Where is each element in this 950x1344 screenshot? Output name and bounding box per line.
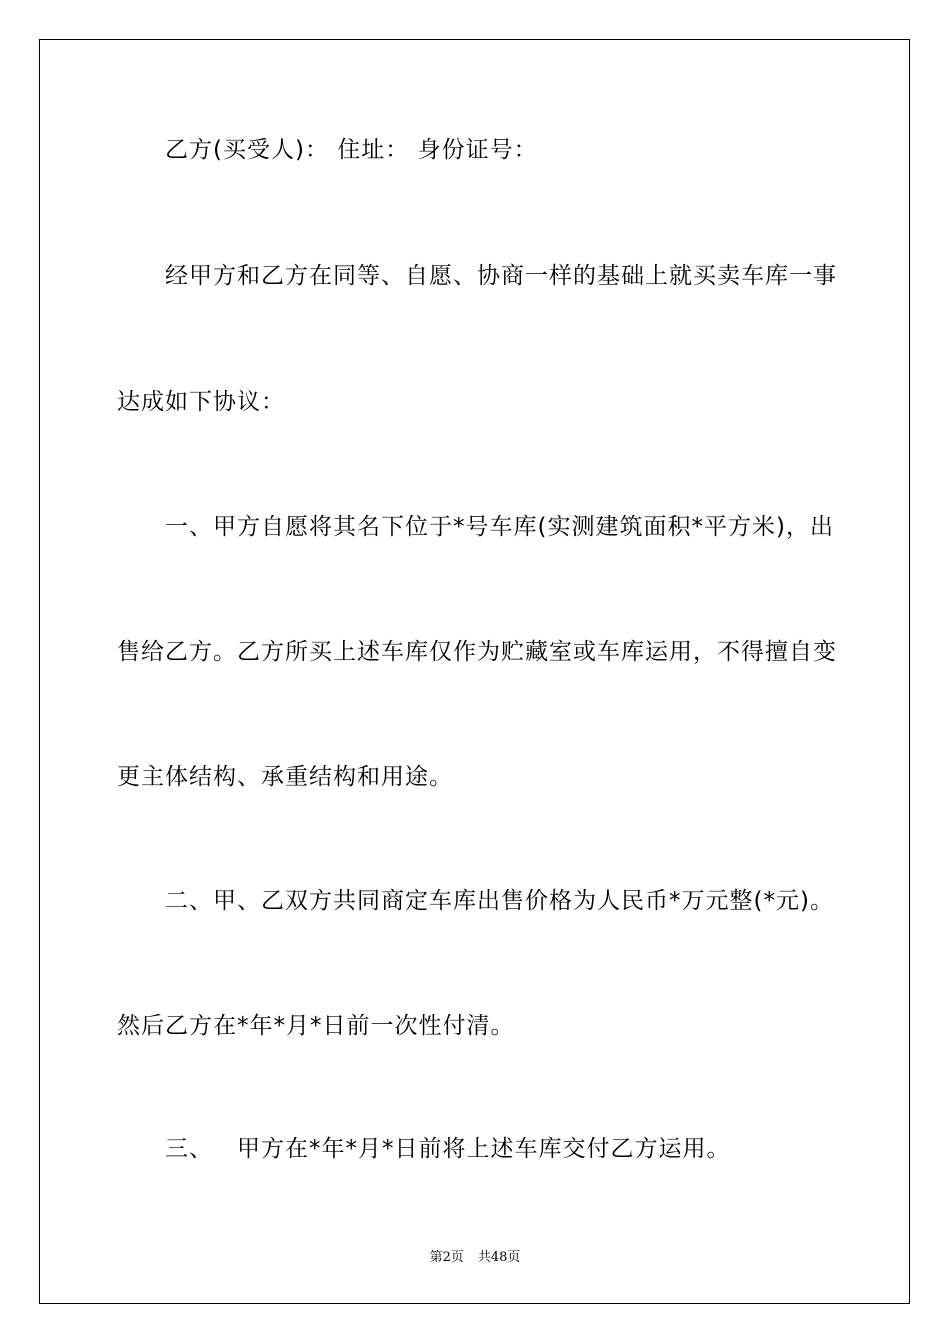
clause-3-line-1 <box>165 1135 885 1163</box>
clause-3-number: 三、 <box>165 1136 213 1162</box>
clause-2-line-2: 然后乙方在*年*月*日前一次性付清。 <box>117 1013 515 1039</box>
clause-2-line-1: 二、甲、乙双方共同商定车库出售价格为人民币*万元整(*元)。 <box>165 888 834 914</box>
paragraph-intro-line-2: 达成如下协议： <box>117 389 285 415</box>
page-border <box>39 39 910 1304</box>
paragraph-intro-line-1: 经甲方和乙方在同等、自愿、协商一样的基础上就买卖车库一事 <box>165 263 837 289</box>
buyer-info-line: 乙方(买受人)： 住址： 身份证号： <box>165 137 538 163</box>
page-footer <box>0 1250 950 1266</box>
clause-1-line-3: 更主体结构、承重结构和用途。 <box>117 764 453 790</box>
page-number: 第2页 <box>429 1250 464 1265</box>
page-total: 共48页 <box>477 1250 521 1265</box>
clause-3-text: 甲方在*年*月*日前将上述车库交付乙方运用。 <box>237 1136 731 1162</box>
clause-1-line-2: 售给乙方。乙方所买上述车库仅作为贮藏室或车库运用，不得擅自变 <box>117 639 837 665</box>
clause-1-line-1: 一、甲方自愿将其名下位于*号车库(实测建筑面积*平方米)，出 <box>165 514 834 540</box>
